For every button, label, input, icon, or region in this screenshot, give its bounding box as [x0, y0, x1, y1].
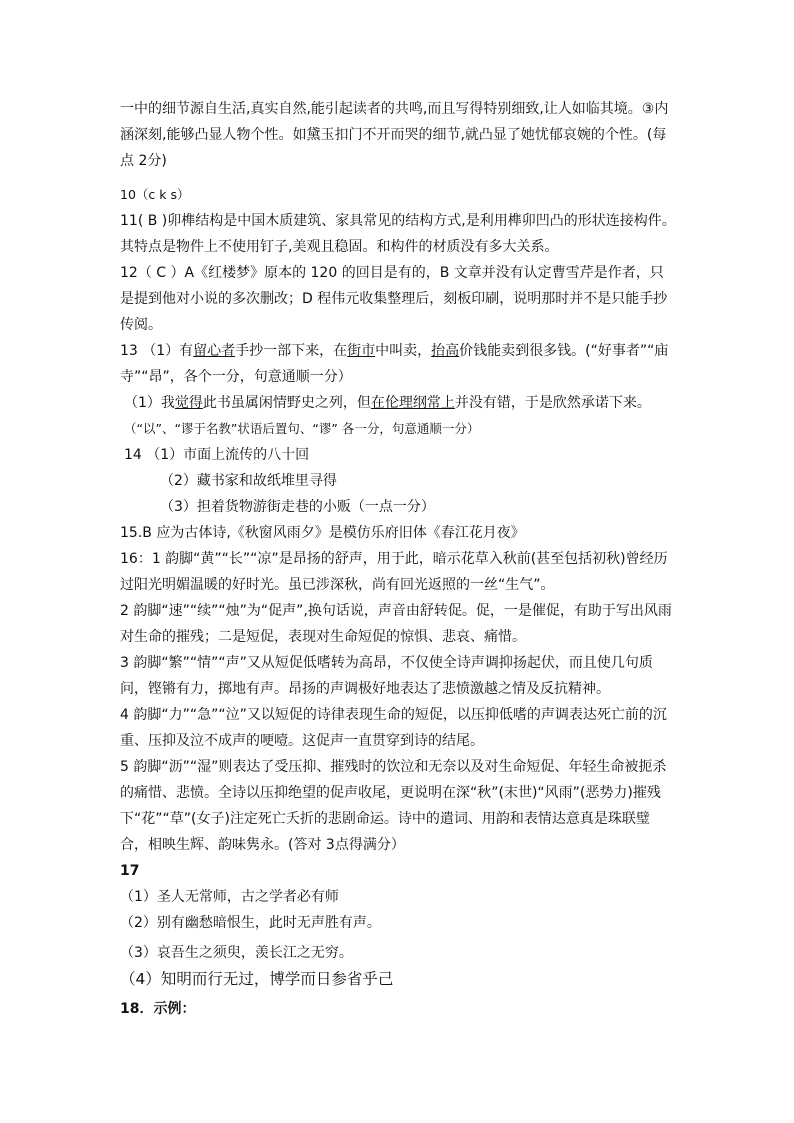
answer-page	[120, 96, 676, 1022]
answer-14-line-2: （2）藏书家和故纸堆里寻得	[160, 473, 337, 489]
answer-16-point-5: 5 韵脚“沥”“湿”则表达了受压抑、摧残时的饮泣和无奈以及对生命短促、年轻生命被扼杀的痛惜、悲愤。全诗以压抑绝望的促声收尾，更说明在深“秋”(末世)“风雨”(恶势力)摧残下“花”“草”(女子)注定死亡夭折的悲剧命运。诗中的遣词、用韵和表情达意真是珠联璧合，相映生辉、韵味隽永。(答对 3点得满分）	[120, 759, 667, 853]
paragraph-q9-end: 一中的细节源自生活,真实自然,能引起读者的共鸣,而且写得特别细致,让人如临其境。③内涵深刻,能够凸显人物个性。如黛玉扣门不开而哭的细节,就凸显了她忧郁哀婉的个性。(每点 2分)	[120, 101, 669, 169]
answer-15: 15.B 应为古体诗,《秋窗风雨夕》是模仿乐府旧体《春江花月夜》	[120, 525, 525, 541]
answer-17-line-3: （3）哀吾生之须臾，羡长江之无穷。	[120, 945, 353, 961]
answer-17-line-2: （2）别有幽愁暗恨生，此时无声胜有声。	[120, 915, 381, 931]
answer-11: 11( B )卯榫结构是中国木质建筑、家具常见的结构方式,是利用榫卯凹凸的形状连接构件。其特点是物件上不使用钉子,美观且稳固。和构件的材质没有多大关系。	[120, 213, 676, 255]
answer-17-number: 17	[120, 863, 140, 879]
answer-16-point-1: 16：1 韵脚“黄”“长”“凉”是昂扬的舒声，用于此，暗示花草入秋前(甚至包括初秋)曾经历过阳光明媚温暖的好时光。虽已涉深秋，尚有回光返照的一丝“生气”。	[120, 551, 668, 593]
answer-12: 12（ C ）A《红楼梦》原本的 120 的回目是有的，B 文章并没有认定曹雪芹是作者，只是提到他对小说的多次删改；D 程伟元收集整理后，刻板印刷，说明那时并不是只能手抄传阅。	[120, 265, 668, 333]
answer-10: 10（c k s）	[120, 187, 190, 202]
answer-14-line-1: 14 （1）市面上流传的八十回	[124, 447, 310, 463]
answer-14-line-3: （3）担着货物游街走巷的小贩（一点一分）	[160, 499, 435, 515]
answer-18-heading: 18．示例：	[120, 1001, 196, 1017]
answer-17-line-4: （4）知明而行无过，博学而日参省乎己	[120, 970, 394, 988]
answer-13-line-1: 13 （1）有留心者手抄一部下来，在街市中叫卖，抬高价钱能卖到很多钱。(“好事者”“庙寺”“昂”，各个一分，句意通顺一分）	[120, 343, 669, 385]
answer-13-line-2: （1）我觉得此书虽属闲情野史之列，但在伦理纲常上并没有错，于是欣然承诺下来。	[124, 395, 651, 411]
answer-16-point-3: 3 韵脚“繁”“情”“声”又从短促低嗜转为高昂，不仅使全诗声调抑扬起伏，而且使几句质问，铿锵有力，掷地有声。昂扬的声调极好地表达了悲愤激越之情及反抗精神。	[120, 655, 653, 697]
answer-16-point-2: 2 韵脚“速”“续”“烛”为“促声”,换句话说，声音由舒转促。促，一是催促，有助于写出风雨对生命的摧残；二是短促，表现对生命短促的惊惧、悲哀、痛惜。	[120, 603, 672, 645]
answer-13-note: （“以”、“谬于名教”状语后置句、“谬” 各一分，句意通顺一分）	[124, 421, 480, 436]
answer-17-line-1: （1）圣人无常师，古之学者必有师	[120, 889, 339, 905]
answer-16-point-4: 4 韵脚“力”“急”“泣”又以短促的诗律表现生命的短促，以压抑低嗜的声调表达死亡前的沉重、压抑及泣不成声的哽噎。这促声一直贯穿到诗的结尾。	[120, 707, 667, 749]
